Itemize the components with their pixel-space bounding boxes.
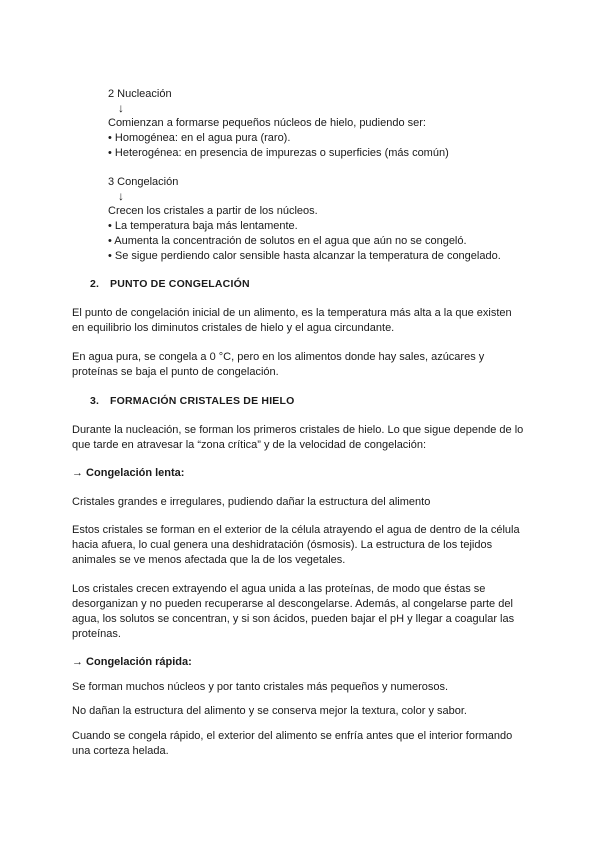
paragraph-line: Cuando se congela rápido, el exterior del alimento se enfría antes que el interior formando <box>72 730 513 742</box>
paragraph-line: agua, los solutos se concentran, y si son ácidos, pueden bajar el pH y llegar a coagular las <box>72 613 515 625</box>
paragraph-line: No dañan la estructura del alimento y se conserva mejor la textura, color y sabor. <box>72 705 467 717</box>
paragraph-line: proteínas. <box>72 628 121 640</box>
section-title: PUNTO DE CONGELACIÓN <box>110 278 250 290</box>
down-arrow-icon: ↓ <box>118 189 124 203</box>
section-heading <box>90 277 250 291</box>
down-arrow-icon: ↓ <box>118 101 124 115</box>
paragraph-line: proteínas se baja el punto de congelación. <box>72 366 279 378</box>
step-2-line: Comienzan a formarse pequeños núcleos de hielo, pudiendo ser: <box>108 117 426 129</box>
paragraph-line: Se forman muchos núcleos y por tanto cristales más pequeños y numerosos. <box>72 681 449 693</box>
step-3-line: Crecen los cristales a partir de los núcleos. <box>108 205 318 217</box>
subheading-slow-freezing: → Congelación lenta: <box>72 467 185 479</box>
section-number: 2. <box>90 278 100 290</box>
paragraph-line: que tarde en atravesar la “zona crítica” y de la velocidad de congelación: <box>72 439 427 451</box>
step-3-line: • Aumenta la concentración de solutos en el agua que aún no se congeló. <box>108 235 467 247</box>
section-number: 3. <box>90 395 100 407</box>
paragraph-line: Cristales grandes e irregulares, pudiendo dañar la estructura del alimento <box>72 496 431 508</box>
step-3-title: 3 Congelación <box>108 176 179 188</box>
paragraph-line: hacia afuera, lo cual genera una deshidratación (ósmosis). La estructura de los tejidos <box>72 539 493 551</box>
section-title: FORMACIÓN CRISTALES DE HIELO <box>110 395 295 407</box>
step-3-line: • Se sigue perdiendo calor sensible hasta alcanzar la temperatura de congelado. <box>108 250 501 262</box>
paragraph-line: Los cristales crecen extrayendo el agua unida a las proteínas, de modo que éstas se <box>72 583 486 595</box>
step-2-title: 2 Nucleación <box>108 88 172 100</box>
subheading-fast-freezing: → Congelación rápida: <box>72 656 192 668</box>
paragraph-line: Estos cristales se forman en el exterior de la célula atrayendo el agua de dentro de la célula <box>72 524 520 536</box>
paragraph-line: Durante la nucleación, se forman los primeros cristales de hielo. Lo que sigue depende de lo <box>72 424 524 436</box>
paragraph-line: El punto de congelación inicial de un alimento, es la temperatura más alta a la que existen <box>72 307 512 319</box>
paragraph-line: en equilibrio los diminutos cristales de hielo y el agua circundante. <box>72 322 395 334</box>
step-2-line: • Homogénea: en el agua pura (raro). <box>108 132 291 144</box>
step-2-line: • Heterogénea: en presencia de impurezas o superficies (más común) <box>108 147 449 159</box>
paragraph-line: En agua pura, se congela a 0 °C, pero en los alimentos donde hay sales, azúcares y <box>72 351 485 363</box>
paragraph-line: una corteza helada. <box>72 745 169 757</box>
step-3-line: • La temperatura baja más lentamente. <box>108 220 298 232</box>
paragraph-line: desorganizan y no pueden recuperarse al descongelarse. Además, al congelarse parte del <box>72 598 513 610</box>
section-heading <box>90 394 295 408</box>
paragraph-line: animales se ve menos afectada que la de los vegetales. <box>72 554 346 566</box>
